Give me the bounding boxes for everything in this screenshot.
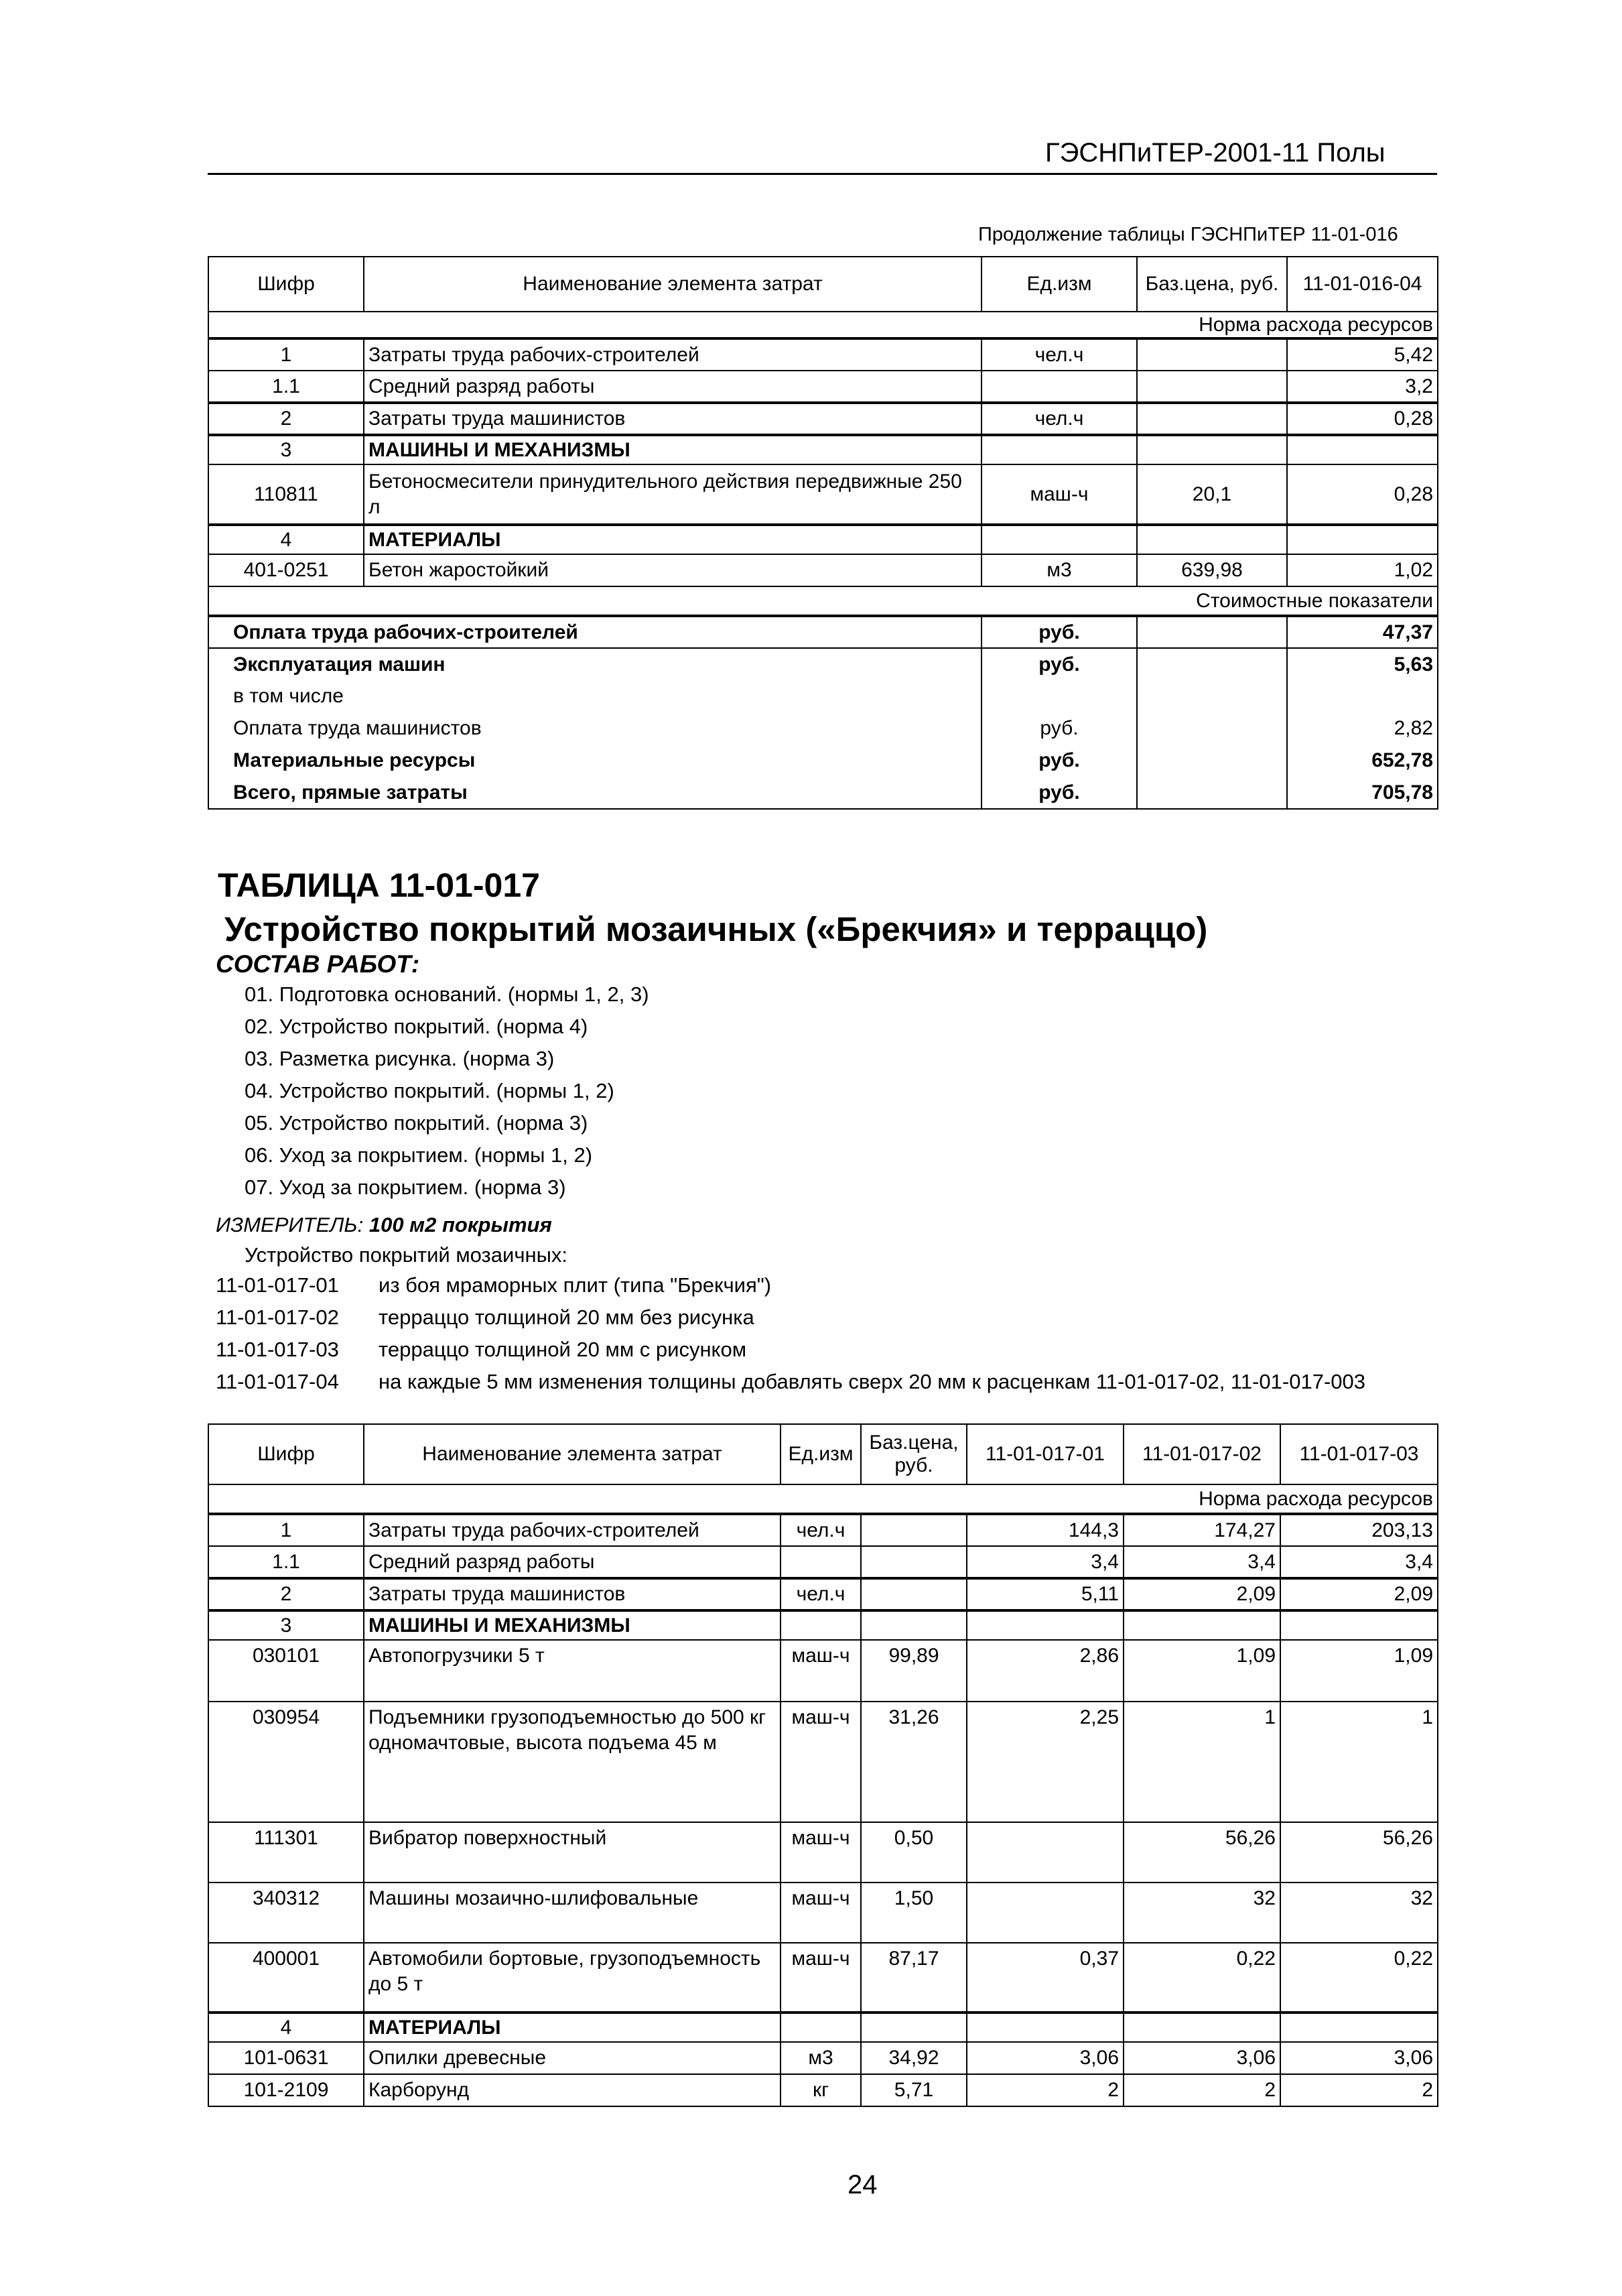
cell-unit: маш-ч [781, 1943, 861, 2013]
cell-unit: чел.ч [781, 1578, 861, 1610]
cell-price: 20,1 [1137, 464, 1287, 525]
cell-name: МАШИНЫ И МЕХАНИЗМЫ [364, 1610, 781, 1640]
section-cost-row [208, 586, 1438, 616]
table-row [208, 2013, 1438, 2042]
col-header-code: Шифр [208, 257, 364, 312]
cell-code: 3 [208, 1610, 364, 1640]
cell-unit [982, 525, 1137, 554]
cell-price [861, 2013, 967, 2042]
cell-price [1137, 371, 1287, 403]
cell-value-3 [1280, 2013, 1438, 2042]
cell-price: 1,50 [861, 1883, 967, 1943]
cell-unit [781, 1546, 861, 1578]
table-row [208, 371, 1438, 403]
table-row [208, 1514, 1438, 1546]
cell-name: Средний разряд работы [364, 371, 982, 403]
cell-unit: м3 [982, 554, 1137, 586]
cost-name: Оплата труда рабочих-строителей [208, 616, 982, 648]
cell-code: 2 [208, 403, 364, 435]
cell-unit: маш-ч [781, 1640, 861, 1702]
cell-unit [982, 435, 1137, 464]
measure-line [216, 1213, 552, 1237]
cell-value-1 [967, 1822, 1124, 1883]
cost-price [1137, 745, 1287, 777]
cell-code: 4 [208, 525, 364, 554]
cost-unit [982, 680, 1137, 712]
cell-unit: маш-ч [982, 464, 1137, 525]
cell-code: 110811 [208, 464, 364, 525]
code-number: 11-01-017-04 [216, 1370, 339, 1393]
cell-value-1 [967, 1610, 1124, 1640]
cost-row [208, 648, 1438, 680]
sostav-label: СОСТАВ РАБОТ: [216, 950, 420, 978]
cost-name: Эксплуатация машин [208, 648, 982, 680]
cell-value [1287, 525, 1438, 554]
section-norm-label: Норма расхода ресурсов [208, 1484, 1438, 1514]
cell-value-1 [967, 1883, 1124, 1943]
cell-value-3: 32 [1280, 1883, 1438, 1943]
cost-price [1137, 680, 1287, 712]
cell-name: Карборунд [364, 2074, 781, 2106]
cost-name: Всего, прямые затраты [208, 777, 982, 809]
cost-value: 652,78 [1287, 745, 1438, 777]
section-heading: Устройство покрытий мозаичных («Брекчия» и терраццо) [224, 910, 1208, 948]
cell-value [1287, 435, 1438, 464]
cost-value: 5,63 [1287, 648, 1438, 680]
cell-price [1137, 435, 1287, 464]
table-row [208, 1546, 1438, 1578]
cell-value-3: 3,4 [1280, 1546, 1438, 1578]
cell-price: 639,98 [1137, 554, 1287, 586]
table1 [208, 256, 1438, 810]
cell-value-1: 3,4 [967, 1546, 1124, 1578]
cost-price [1137, 616, 1287, 648]
table-row [208, 1943, 1438, 2013]
cell-unit [781, 2013, 861, 2042]
col-header-code: Шифр [208, 1424, 364, 1484]
cell-unit: м3 [781, 2042, 861, 2074]
col-header-name: Наименование элемента затрат [364, 257, 982, 312]
cost-value [1287, 680, 1438, 712]
cell-code: 1.1 [208, 371, 364, 403]
measure-label: ИЗМЕРИТЕЛЬ: [216, 1213, 364, 1236]
cell-price [1137, 403, 1287, 435]
code-description: терраццо толщиной 20 мм без рисунка [379, 1305, 754, 1329]
cell-name: МАШИНЫ И МЕХАНИЗМЫ [364, 435, 982, 464]
cell-name: Затраты труда рабочих-строителей [364, 1514, 781, 1546]
cell-value-1 [967, 2013, 1124, 2042]
cell-code: 1 [208, 1514, 364, 1546]
code-description: на каждые 5 мм изменения толщины добавлять сверх 20 мм к расценкам 11-01-017-02, 11-01-017-003 [379, 1370, 1365, 1393]
cell-value: 0,28 [1287, 464, 1438, 525]
col-header-unit: Ед.изм [982, 257, 1137, 312]
code-number: 11-01-017-02 [216, 1305, 339, 1329]
cell-value: 1,02 [1287, 554, 1438, 586]
cell-name: Автопогрузчики 5 т [364, 1640, 781, 1702]
table2-header-row [208, 1424, 1438, 1484]
cell-value: 5,42 [1287, 338, 1438, 371]
cell-value-3: 2 [1280, 2074, 1438, 2106]
cell-price [861, 1514, 967, 1546]
cell-value-2: 0,22 [1124, 1943, 1280, 2013]
code-description: из боя мраморных плит (типа "Брекчия") [379, 1273, 772, 1297]
cost-unit: руб. [982, 616, 1137, 648]
cell-unit: чел.ч [982, 403, 1137, 435]
cell-value-2: 174,27 [1124, 1514, 1280, 1546]
cell-price [1137, 525, 1287, 554]
table-row [208, 464, 1438, 525]
header-rule [208, 173, 1437, 175]
cell-name: Опилки древесные [364, 2042, 781, 2074]
cost-row [208, 745, 1438, 777]
cost-name: Оплата труда машинистов [208, 712, 982, 745]
page-number: 24 [848, 2170, 878, 2199]
cell-code: 111301 [208, 1822, 364, 1883]
cost-price [1137, 712, 1287, 745]
work-item: 07. Уход за покрытием. (норма 3) [245, 1175, 566, 1199]
cell-value-1: 2,25 [967, 1702, 1124, 1822]
table-row [208, 1702, 1438, 1822]
col-header-price: Баз.цена, руб. [1137, 257, 1287, 312]
cell-value-1: 0,37 [967, 1943, 1124, 2013]
cell-name: Средний разряд работы [364, 1546, 781, 1578]
cell-unit: кг [781, 2074, 861, 2106]
cell-code: 101-0631 [208, 2042, 364, 2074]
section-cost-label: Стоимостные показатели [208, 586, 1438, 616]
cell-value-3 [1280, 1610, 1438, 1640]
cell-price: 0,50 [861, 1822, 967, 1883]
table-row [208, 1822, 1438, 1883]
cell-value-3: 2,09 [1280, 1578, 1438, 1610]
cost-unit: руб. [982, 648, 1137, 680]
cell-value-1: 5,11 [967, 1578, 1124, 1610]
cell-value: 3,2 [1287, 371, 1438, 403]
cell-price [861, 1578, 967, 1610]
col-header-col2: 11-01-017-02 [1124, 1424, 1280, 1484]
col-header-price: Баз.цена, руб. [861, 1424, 967, 1484]
cell-value-2: 1,09 [1124, 1640, 1280, 1702]
cost-row [208, 680, 1438, 712]
work-item: 03. Разметка рисунка. (норма 3) [245, 1047, 555, 1070]
section-norm-row [208, 1484, 1438, 1514]
col-header-col1: 11-01-016-04 [1287, 257, 1438, 312]
cell-value-3: 203,13 [1280, 1514, 1438, 1546]
cell-price: 31,26 [861, 1702, 967, 1822]
table-row [208, 1640, 1438, 1702]
cell-name: Затраты труда машинистов [364, 1578, 781, 1610]
section-norm-label: Норма расхода ресурсов [208, 312, 1438, 338]
cost-value: 705,78 [1287, 777, 1438, 809]
cell-value-3: 3,06 [1280, 2042, 1438, 2074]
cell-code: 030954 [208, 1702, 364, 1822]
cell-value-2: 1 [1124, 1702, 1280, 1822]
table-row [208, 435, 1438, 464]
table-row [208, 1883, 1438, 1943]
cell-code: 4 [208, 2013, 364, 2042]
cell-name: Бетон жаростойкий [364, 554, 982, 586]
table2 [208, 1423, 1438, 2107]
cell-code: 101-2109 [208, 2074, 364, 2106]
cell-name: Машины мозаично-шлифовальные [364, 1883, 781, 1943]
cell-value-1: 3,06 [967, 2042, 1124, 2074]
cell-value-3: 0,22 [1280, 1943, 1438, 2013]
cell-value-2: 2,09 [1124, 1578, 1280, 1610]
cell-code: 400001 [208, 1943, 364, 2013]
cell-unit: маш-ч [781, 1822, 861, 1883]
table-row [208, 2042, 1438, 2074]
cell-unit: маш-ч [781, 1702, 861, 1822]
cell-value: 0,28 [1287, 403, 1438, 435]
cell-price [861, 1610, 967, 1640]
cell-unit: чел.ч [781, 1514, 861, 1546]
work-item: 05. Устройство покрытий. (норма 3) [245, 1111, 588, 1135]
code-description: терраццо толщиной 20 мм с рисунком [379, 1338, 747, 1361]
table-row [208, 2074, 1438, 2106]
cell-price: 34,92 [861, 2042, 967, 2074]
cost-row [208, 712, 1438, 745]
col-header-unit: Ед.изм [781, 1424, 861, 1484]
cost-value: 2,82 [1287, 712, 1438, 745]
cell-value-2 [1124, 2013, 1280, 2042]
cell-code: 340312 [208, 1883, 364, 1943]
table-row [208, 525, 1438, 554]
cell-value-1: 144,3 [967, 1514, 1124, 1546]
cell-value-1: 2,86 [967, 1640, 1124, 1702]
cell-name: Автомобили бортовые, грузоподъемность до 5 т [364, 1943, 781, 2013]
cost-price [1137, 777, 1287, 809]
cell-value-2: 2 [1124, 2074, 1280, 2106]
table1-header-row [208, 257, 1438, 312]
intro-text: Устройство покрытий мозаичных: [245, 1243, 567, 1267]
cost-unit: руб. [982, 712, 1137, 745]
table-title: ТАБЛИЦА 11-01-017 [218, 867, 540, 904]
cell-price: 87,17 [861, 1943, 967, 2013]
cell-unit [982, 371, 1137, 403]
cost-row [208, 777, 1438, 809]
code-number: 11-01-017-01 [216, 1273, 339, 1297]
col-header-col3: 11-01-017-03 [1280, 1424, 1438, 1484]
work-item: 02. Устройство покрытий. (норма 4) [245, 1015, 588, 1038]
cell-name: Затраты труда машинистов [364, 403, 982, 435]
cell-value-2: 3,4 [1124, 1546, 1280, 1578]
cell-price: 5,71 [861, 2074, 967, 2106]
cost-price [1137, 648, 1287, 680]
cell-name: Бетоносмесители принудительного действия передвижные 250 л [364, 464, 982, 525]
table-row [208, 403, 1438, 435]
cell-price [861, 1546, 967, 1578]
cell-price: 99,89 [861, 1640, 967, 1702]
cell-unit [781, 1610, 861, 1640]
cost-row [208, 616, 1438, 648]
cell-name: МАТЕРИАЛЫ [364, 525, 982, 554]
cost-name: Материальные ресурсы [208, 745, 982, 777]
cell-code: 1.1 [208, 1546, 364, 1578]
cell-value-1: 2 [967, 2074, 1124, 2106]
table1-caption: Продолжение таблицы ГЭСНПиТЕР 11-01-016 [978, 224, 1398, 245]
cell-value-2 [1124, 1610, 1280, 1640]
cost-name: в том числе [208, 680, 982, 712]
code-number: 11-01-017-03 [216, 1338, 339, 1361]
running-title: ГЭСНПиТЕР-2001-11 Полы [1045, 138, 1386, 168]
cell-value-2: 32 [1124, 1883, 1280, 1943]
cell-name: МАТЕРИАЛЫ [364, 2013, 781, 2042]
cell-unit: чел.ч [982, 338, 1137, 371]
table-row [208, 1610, 1438, 1640]
cell-value-3: 56,26 [1280, 1822, 1438, 1883]
cost-unit: руб. [982, 745, 1137, 777]
table-row [208, 1578, 1438, 1610]
cell-code: 401-0251 [208, 554, 364, 586]
cell-price [1137, 338, 1287, 371]
cell-unit: маш-ч [781, 1883, 861, 1943]
work-item: 01. Подготовка оснований. (нормы 1, 2, 3) [245, 982, 649, 1006]
work-item: 06. Уход за покрытием. (нормы 1, 2) [245, 1143, 593, 1167]
measure-value: 100 м2 покрытия [368, 1213, 552, 1236]
cell-code: 1 [208, 338, 364, 371]
cell-name: Затраты труда рабочих-строителей [364, 338, 982, 371]
cell-name: Вибратор поверхностный [364, 1822, 781, 1883]
cost-unit: руб. [982, 777, 1137, 809]
cell-value-3: 1 [1280, 1702, 1438, 1822]
cell-value-3: 1,09 [1280, 1640, 1438, 1702]
cell-value-2: 56,26 [1124, 1822, 1280, 1883]
work-item: 04. Устройство покрытий. (нормы 1, 2) [245, 1079, 614, 1102]
col-header-col1: 11-01-017-01 [967, 1424, 1124, 1484]
cost-value: 47,37 [1287, 616, 1438, 648]
col-header-name: Наименование элемента затрат [364, 1424, 781, 1484]
table-row [208, 338, 1438, 371]
cell-code: 2 [208, 1578, 364, 1610]
cell-value-2: 3,06 [1124, 2042, 1280, 2074]
cell-code: 030101 [208, 1640, 364, 1702]
table-row [208, 554, 1438, 586]
cell-code: 3 [208, 435, 364, 464]
cell-name: Подъемники грузоподъемностью до 500 кг одномачтовые, высота подъема 45 м [364, 1702, 781, 1822]
section-norm-row [208, 312, 1438, 338]
